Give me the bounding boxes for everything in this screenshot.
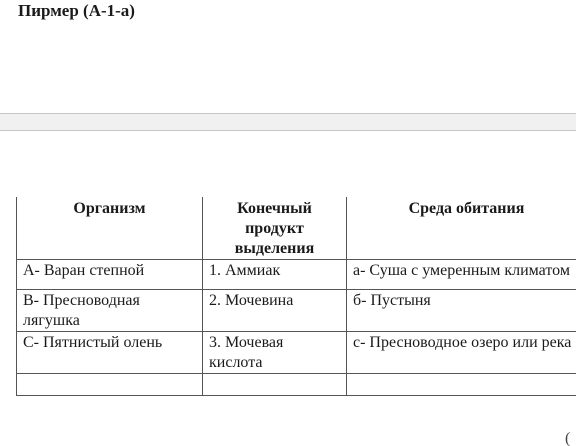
table-cell: 3. Мочевая кислота <box>203 332 347 374</box>
table-cell: А- Варан степной <box>17 260 203 290</box>
table-cell <box>203 374 347 396</box>
table-cell: В- Пресноводная лягушка <box>17 290 203 332</box>
table-row <box>17 332 576 374</box>
header-organism: Организм <box>17 197 203 260</box>
header-habitat: Среда обитания <box>347 197 576 260</box>
table-cell: с- Пресноводное озеро или река <box>347 332 576 374</box>
table-cell: 1. Аммиак <box>203 260 347 290</box>
table-row <box>17 290 576 332</box>
page-separator <box>0 113 576 131</box>
header-excretion-product: Конечный продукт выделения <box>203 197 347 260</box>
cut-off-mark: ( <box>565 430 571 446</box>
example-heading: Пирмер (А-1-а) <box>18 1 135 20</box>
table-cell: б- Пустыня <box>347 290 576 332</box>
table-header-row <box>17 197 576 260</box>
table-cell <box>347 374 576 396</box>
table-cell: а- Суша с умеренным климатом <box>347 260 576 290</box>
table-row <box>17 260 576 290</box>
matching-table <box>16 197 576 396</box>
table-cell <box>17 374 203 396</box>
table-cell: 2. Мочевина <box>203 290 347 332</box>
table-cell: С- Пятнистый олень <box>17 332 203 374</box>
table-row-empty <box>17 374 576 396</box>
